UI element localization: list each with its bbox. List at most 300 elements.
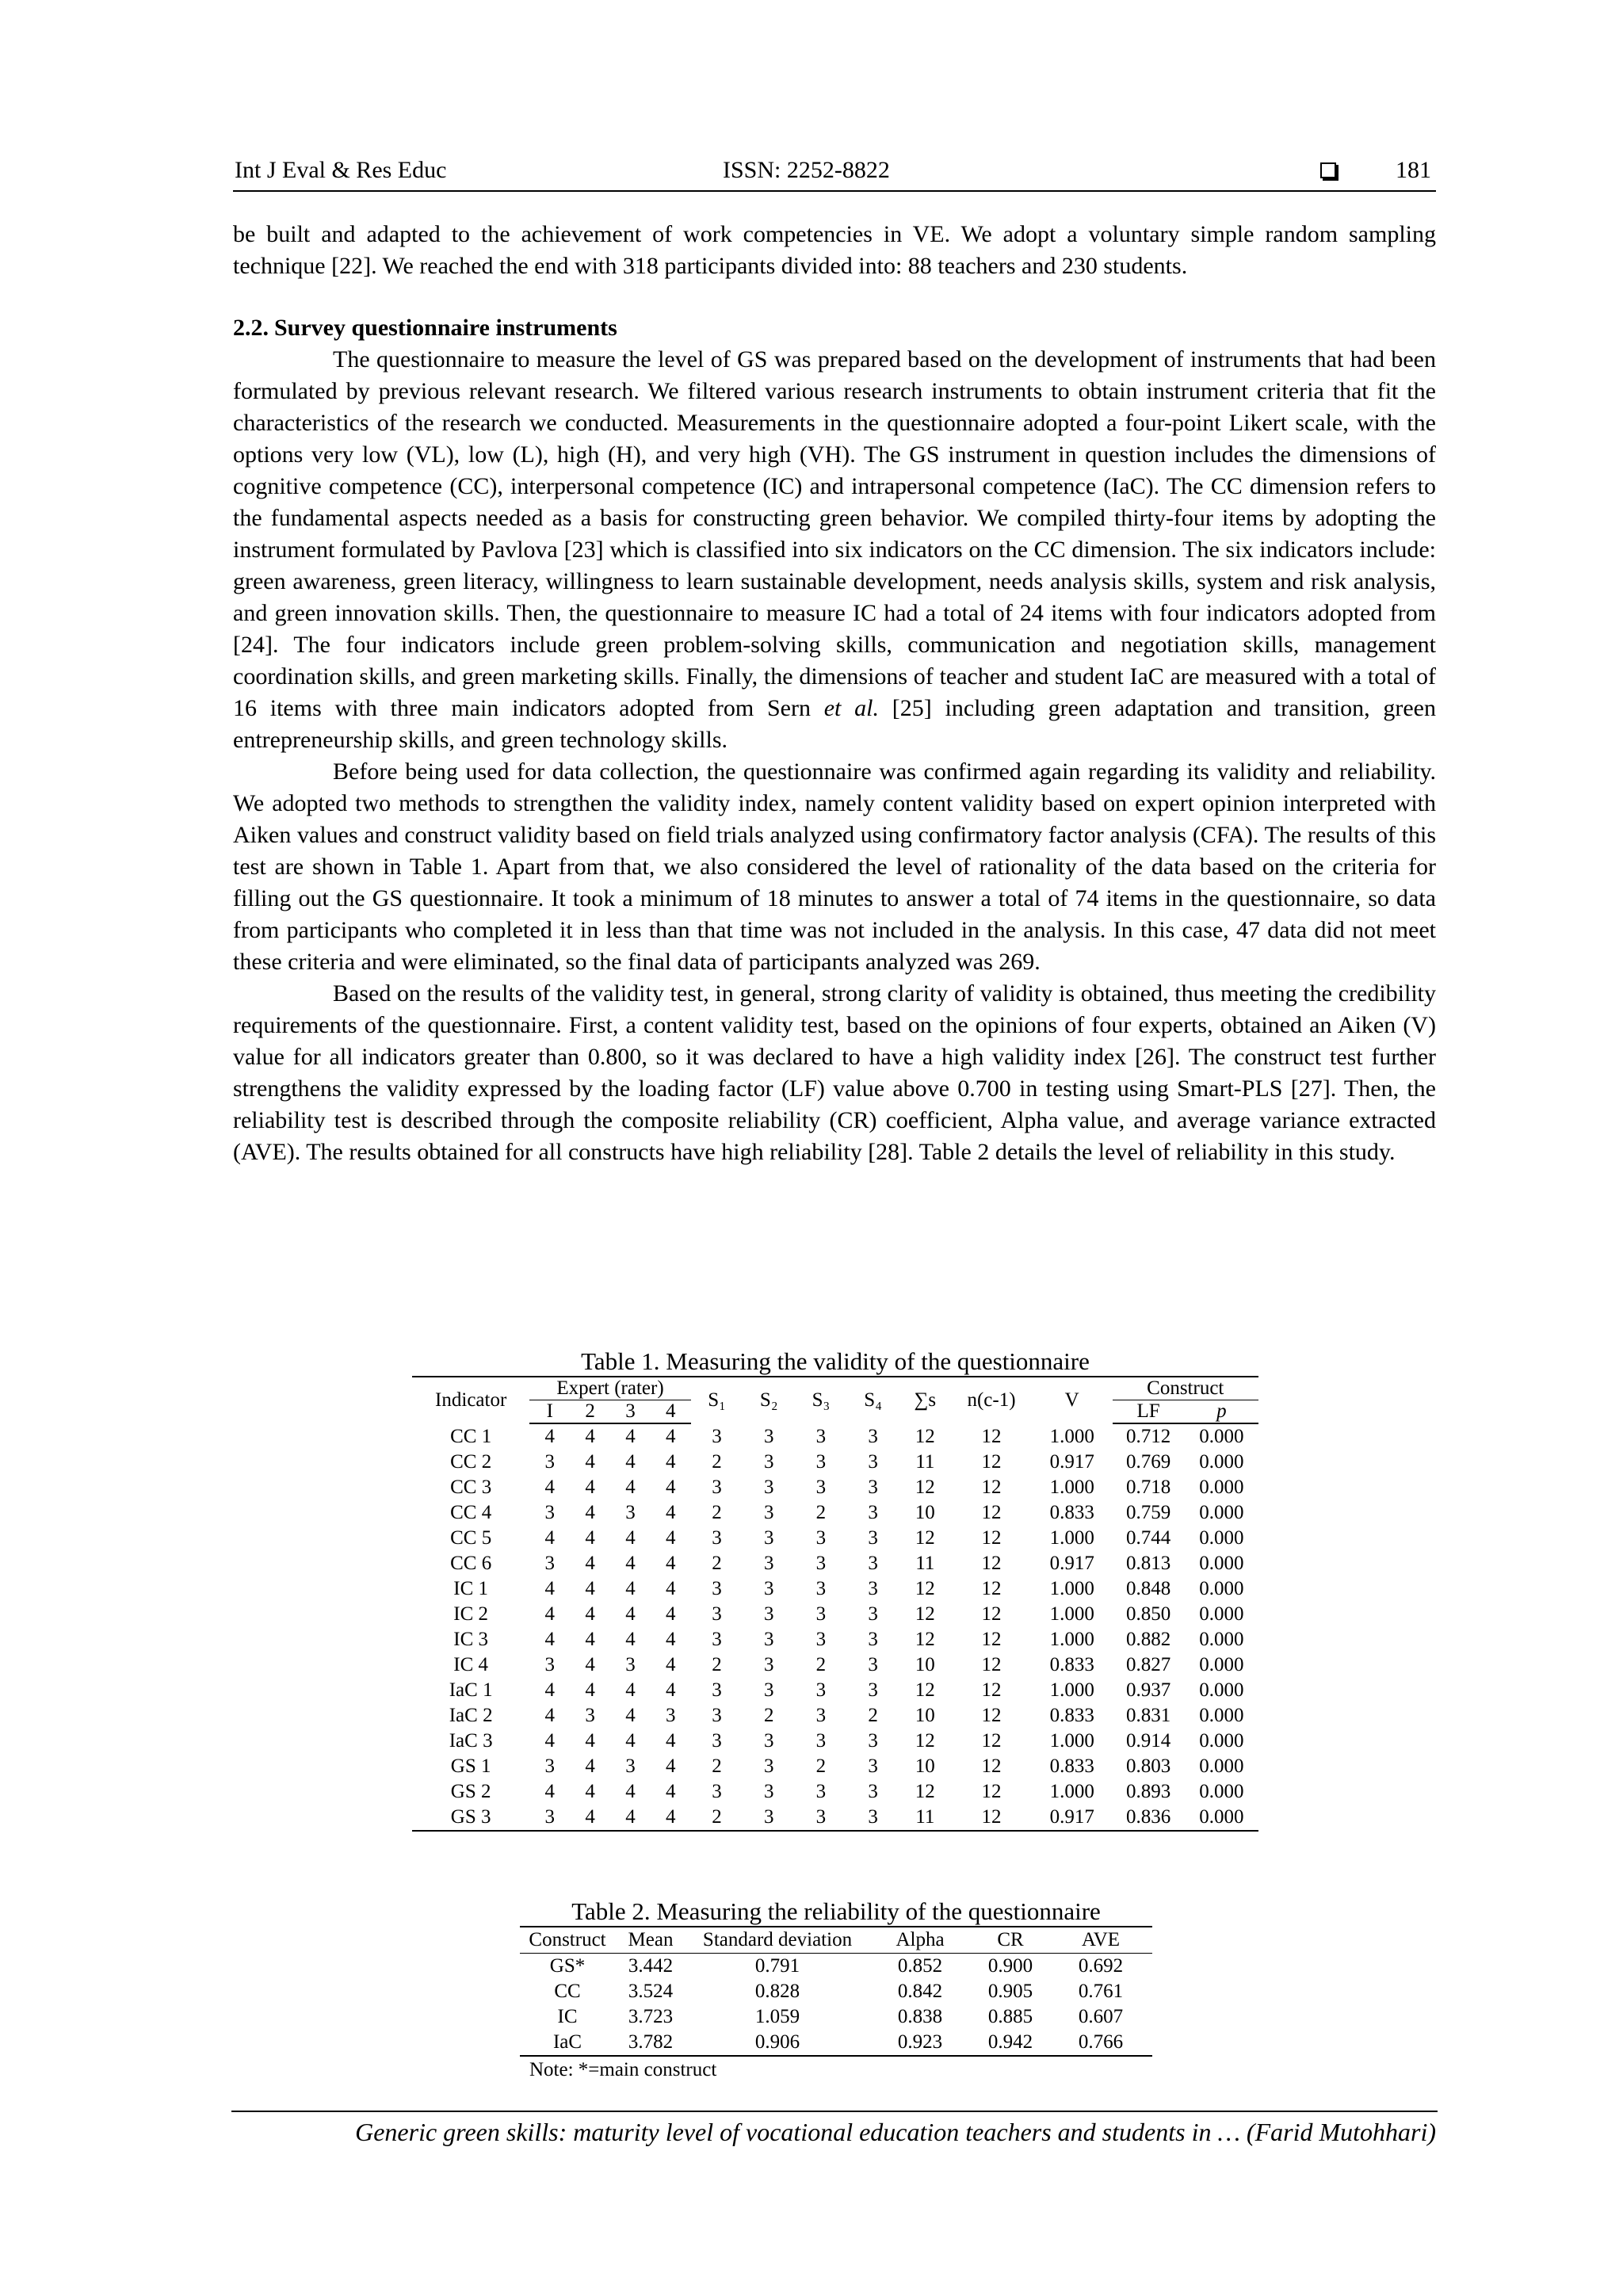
table-cell: 4	[666, 1527, 676, 1549]
paragraph-2-text-a: The questionnaire to measure the level of GS was prepared based on the development of instruments that had been formulated by previous relevant research. We filtered various research instruments to obtain instrument criteria that fit the characteristics of the research we conducted. Measurements in the questionnaire adopted a four-point Likert scale, with the options very low (VL), low (L), high (H), and very high (VH). The GS instrument in question includes the dimensions of cognitive competence (CC), interpersonal competence (IC) and intrapersonal competence (IaC). The CC dimension refers to the fundamental aspects needed as a basis for constructing green behavior. We compiled thirty-four items by adopting the instrument formulated by Pavlova [23] which is classified into six indicators on the CC dimension. The six indicators include: green awareness, green literacy, willingness to learn sustainable development, needs analysis skills, system and risk analysis, and green innovation skills. Then, the questionnaire to measure IC had a total of 24 items with four indicators adopted from [24]. The four indicators include green problem-solving skills, communication and negotiation skills, management coordination skills, and green marketing skills. Finally, the dimensions of teacher and student IaC are measured with a total of 16 items with three main indicators adopted from Sern	[233, 346, 1436, 721]
table-cell: 4	[585, 1654, 595, 1675]
table-cell: 0.833	[1049, 1502, 1094, 1523]
table-cell: 3	[712, 1705, 722, 1726]
table-cell: 4	[666, 1755, 676, 1777]
table-cell: 4	[585, 1679, 595, 1701]
table-cell: 4	[625, 1426, 636, 1447]
table-cell: 12	[915, 1425, 935, 1447]
table-cell: 0.769	[1125, 1451, 1171, 1473]
table-cell: 3	[815, 1553, 827, 1574]
table-cell: 3	[712, 1730, 722, 1752]
col-construct: Construct	[1113, 1377, 1258, 1400]
table-cell: 4	[625, 1527, 636, 1549]
table-cell: 0.000	[1199, 1426, 1244, 1447]
col-s4: S₄	[847, 1377, 899, 1423]
table-cell: 3	[763, 1527, 774, 1549]
table-cell: CC 5	[450, 1527, 492, 1549]
table-cell: 3	[868, 1553, 878, 1574]
table-cell: 3	[763, 1451, 774, 1473]
table-cell: 3	[815, 1781, 827, 1802]
table-cell: 3	[763, 1679, 774, 1701]
header-rule	[233, 190, 1436, 192]
table-cell: 4	[544, 1603, 555, 1625]
table-row	[412, 1475, 1258, 1500]
table-cell: 4	[666, 1730, 676, 1752]
table-row	[412, 1779, 1258, 1805]
col-p-label: p	[1216, 1400, 1227, 1422]
col-construct: Construct	[520, 1927, 615, 1954]
table-cell: 4	[666, 1477, 676, 1498]
table-cell: 0.000	[1199, 1654, 1244, 1675]
validity-table	[412, 1376, 1258, 1832]
table-cell: 3	[712, 1477, 722, 1498]
table-cell: 3	[763, 1603, 774, 1625]
table-cell: 0.882	[1125, 1629, 1171, 1650]
table-cell: 3.723	[628, 2006, 674, 2027]
table-cell: 3	[815, 1451, 827, 1473]
table-cell: 12	[981, 1730, 1002, 1752]
col-indicator: Indicator	[412, 1377, 529, 1423]
col-rater-3: 3	[610, 1400, 651, 1424]
table-cell: 2	[868, 1705, 878, 1726]
table-cell: 3	[868, 1629, 878, 1650]
table-cell: 0.900	[987, 1955, 1033, 1977]
table-row	[412, 1423, 1258, 1450]
table-cell: 3	[712, 1425, 722, 1447]
table-cell: 3	[815, 1679, 827, 1701]
table-cell: 1.000	[1049, 1578, 1094, 1599]
table-cell: 3	[815, 1705, 827, 1726]
table-row	[412, 1551, 1258, 1576]
table-cell: CC 2	[450, 1451, 492, 1473]
table-1-block	[412, 1347, 1258, 1832]
table-cell: 3	[868, 1527, 878, 1549]
table-cell: 12	[951, 1805, 1032, 1831]
table-cell: 1.000	[1049, 1527, 1094, 1549]
table-cell: 1.059	[754, 2006, 800, 2027]
table-cell: 4	[585, 1781, 595, 1802]
table-cell: 4	[544, 1477, 555, 1498]
table-cell: 4	[625, 1679, 636, 1701]
table-cell: GS 3	[412, 1805, 529, 1831]
table-cell: 3	[868, 1730, 878, 1752]
table-cell: 3	[544, 1654, 555, 1675]
table-cell: 2	[691, 1805, 743, 1831]
table-cell: 1.000	[1049, 1603, 1094, 1625]
table-cell: 3	[544, 1502, 555, 1523]
table-cell: 2	[712, 1502, 722, 1523]
table-cell: 4	[625, 1705, 636, 1726]
col-s3: S₃	[795, 1377, 847, 1423]
table-cell: CC	[554, 1981, 581, 2002]
table-cell: 4	[544, 1679, 555, 1701]
paragraph-2	[233, 344, 1436, 756]
table-cell: 4	[544, 1730, 555, 1752]
table-cell: 0.803	[1125, 1755, 1171, 1777]
table-cell: 2	[815, 1755, 827, 1777]
table-cell: 3.524	[628, 1981, 674, 2002]
table-cell: 4	[666, 1679, 676, 1701]
table-cell: 4	[610, 1805, 651, 1831]
square-bullet-icon	[1320, 162, 1336, 178]
table-row	[520, 1979, 1152, 2004]
paragraph-2-text-b: [25] including green adaptation and transition, green entrepreneurship skills, and green technology skills.	[233, 695, 1436, 753]
table-cell: 3	[666, 1705, 676, 1726]
table-cell: 0.000	[1199, 1755, 1244, 1777]
table-cell: 4	[585, 1426, 595, 1447]
table-cell: 0.000	[1199, 1679, 1244, 1701]
table-cell: 11	[899, 1805, 951, 1831]
table-cell: 3	[763, 1502, 774, 1523]
table-cell: 3	[763, 1730, 774, 1752]
table-cell: 3	[712, 1527, 722, 1549]
table-cell: IC 2	[453, 1603, 489, 1625]
table-cell: 0.850	[1125, 1603, 1171, 1625]
table-cell: 3	[795, 1805, 847, 1831]
table-cell: 0.914	[1125, 1730, 1171, 1752]
table-cell: 4	[666, 1654, 676, 1675]
table-cell: 3.782	[615, 2030, 686, 2056]
table-cell: 3.442	[628, 1955, 674, 1977]
table-cell: CC 1	[450, 1425, 492, 1447]
table-cell: 0.692	[1078, 1955, 1124, 1977]
table-cell: 0.759	[1125, 1502, 1171, 1523]
table-cell: 4	[544, 1629, 555, 1650]
table-cell: IC 3	[453, 1629, 489, 1650]
col-sum-s: ∑s	[899, 1377, 951, 1423]
table-cell: 2	[712, 1755, 722, 1777]
table-cell: 2	[712, 1553, 722, 1574]
table-cell: 3	[763, 1755, 774, 1777]
table-1-caption: Table 1. Measuring the validity of the questionnaire	[581, 1347, 1090, 1375]
table-cell: 12	[981, 1654, 1002, 1675]
table-cell: 0.000	[1199, 1629, 1244, 1650]
table-row	[412, 1729, 1258, 1754]
table-cell: 3	[815, 1629, 827, 1650]
table-cell: 12	[915, 1629, 935, 1650]
table-cell: 0.836	[1113, 1805, 1185, 1831]
table-cell: CC 3	[450, 1477, 492, 1498]
section-heading	[233, 312, 1436, 344]
table-cell: 0.718	[1125, 1477, 1171, 1498]
table-cell: CC 6	[450, 1553, 492, 1574]
table-cell: 4	[666, 1502, 676, 1523]
col-expert-rater: Expert (rater)	[529, 1377, 690, 1400]
table-cell: 12	[981, 1451, 1002, 1473]
table-2-note: Note: *=main construct	[529, 2059, 717, 2080]
table-2-block	[520, 1897, 1152, 2084]
table-cell: 4	[666, 1603, 676, 1625]
table-cell: 4	[585, 1553, 595, 1574]
table-cell: 0.917	[1032, 1805, 1113, 1831]
table-cell: 3	[868, 1603, 878, 1625]
table-cell: 0.000	[1199, 1451, 1244, 1473]
reliability-table	[520, 1926, 1152, 2057]
table-cell: 0.000	[1199, 1730, 1244, 1752]
section-title: Survey questionnaire instruments	[274, 315, 617, 341]
table-cell: 4	[666, 1781, 676, 1802]
table-cell: 0.791	[754, 1955, 800, 1977]
col-rater-4: 4	[651, 1400, 691, 1424]
table-cell: CC 4	[450, 1502, 492, 1523]
table-cell: 4	[651, 1805, 691, 1831]
table-cell: 0.838	[897, 2006, 943, 2027]
table-row	[412, 1576, 1258, 1602]
table-cell: IaC 1	[449, 1679, 493, 1701]
col-standard-deviation: Standard deviation	[686, 1927, 869, 1954]
table-cell: 0.842	[897, 1981, 943, 2002]
table-cell: 0.923	[869, 2030, 972, 2056]
table-cell: 4	[625, 1603, 636, 1625]
table-cell: 4	[585, 1527, 595, 1549]
table-cell: 2	[712, 1654, 722, 1675]
table-cell: 12	[915, 1603, 935, 1625]
table-row	[412, 1500, 1258, 1526]
body-text	[233, 219, 1436, 1168]
table-cell: 4	[585, 1477, 595, 1498]
table-cell: 3	[868, 1781, 878, 1802]
table-cell: 3	[763, 1553, 774, 1574]
table-cell: 4	[666, 1426, 676, 1447]
table-cell: 3	[544, 1553, 555, 1574]
table-cell: 4	[625, 1730, 636, 1752]
table-cell: 3	[712, 1629, 722, 1650]
table-cell: 12	[981, 1603, 1002, 1625]
table-cell: 4	[666, 1553, 676, 1574]
table-cell: 12	[915, 1730, 935, 1752]
table-cell: 3	[815, 1603, 827, 1625]
table-cell: 3	[544, 1451, 555, 1473]
table-cell: 3	[625, 1654, 636, 1675]
table-cell: 0.000	[1199, 1603, 1244, 1625]
col-s1: S₁	[691, 1377, 743, 1423]
col-p	[1185, 1400, 1258, 1424]
col-alpha: Alpha	[869, 1927, 972, 1954]
table-cell: 4	[570, 1805, 610, 1831]
paragraph-3: Before being used for data collection, the questionnaire was confirmed again regarding its validity and reliability. We adopted two methods to strengthen the validity index, namely content validity based on expert opinion interpreted with Aiken values and construct validity based on field trials analyzed using confirmatory factor analysis (CFA). The results of this test are shown in Table 1. Apart from that, we also considered the level of rationality of the data based on the criteria for filling out the GS questionnaire. It took a minimum of 18 minutes to answer a total of 74 items in the questionnaire, so data from participants who completed it in less than that time was not included in the analysis. In this case, 47 data did not meet these criteria and were eliminated, so the final data of participants analyzed was 269.	[233, 758, 1436, 975]
table-cell: GS 1	[450, 1755, 491, 1777]
et-al: et al.	[823, 695, 879, 721]
table-cell: 0.906	[686, 2030, 869, 2056]
validity-table-body	[412, 1423, 1258, 1831]
table-cell: 0.000	[1199, 1477, 1244, 1498]
table-cell: 3	[815, 1527, 827, 1549]
table-cell: 0.827	[1125, 1654, 1171, 1675]
table-cell: 4	[585, 1502, 595, 1523]
table-cell: 0.000	[1199, 1502, 1244, 1523]
table-cell: 0.905	[987, 1981, 1033, 2002]
table-cell: 3	[529, 1805, 570, 1831]
table-cell: 12	[981, 1425, 1002, 1447]
col-mean: Mean	[615, 1927, 686, 1954]
table-cell: 0.831	[1125, 1705, 1171, 1726]
table-cell: 4	[585, 1755, 595, 1777]
table-cell: 3	[625, 1502, 636, 1523]
col-rater-2: 2	[570, 1400, 610, 1424]
table-cell: 0.917	[1049, 1451, 1094, 1473]
table-cell: 3	[868, 1755, 878, 1777]
table-cell: 3	[815, 1425, 827, 1447]
table-cell: 3	[763, 1781, 774, 1802]
table-row	[412, 1627, 1258, 1652]
table-cell: 11	[915, 1553, 935, 1574]
table-cell: 10	[915, 1755, 935, 1777]
page-number: 181	[1396, 157, 1431, 183]
table-cell: IC 4	[453, 1654, 489, 1675]
table-cell: 3	[868, 1425, 878, 1447]
col-v: V	[1032, 1377, 1113, 1423]
table-cell: 4	[544, 1781, 555, 1802]
table-cell: 1.000	[1049, 1781, 1094, 1802]
table-cell: 0.828	[754, 1981, 800, 2002]
table-cell: 0.937	[1125, 1679, 1171, 1701]
table-row	[412, 1703, 1258, 1729]
table-cell: 3	[763, 1425, 774, 1447]
table-row	[412, 1526, 1258, 1551]
table-cell: 1.000	[1049, 1730, 1094, 1752]
table-cell: 0.833	[1049, 1654, 1094, 1675]
table-cell: 12	[915, 1527, 935, 1549]
table-cell: 3	[815, 1477, 827, 1498]
table-cell: 0.848	[1125, 1578, 1171, 1599]
table-cell: 12	[981, 1705, 1002, 1726]
table-cell: 1.000	[1049, 1629, 1094, 1650]
table-cell: 0.000	[1199, 1781, 1244, 1802]
table-cell: 3	[868, 1578, 878, 1599]
table-cell: 12	[981, 1629, 1002, 1650]
table-cell: 3	[847, 1805, 899, 1831]
table-cell: 10	[915, 1654, 935, 1675]
table-cell: 3	[763, 1477, 774, 1498]
table-cell: 0.000	[1199, 1527, 1244, 1549]
table-cell: 3	[712, 1679, 722, 1701]
table-cell: 3	[763, 1578, 774, 1599]
table-cell: 0.712	[1125, 1426, 1171, 1447]
table-cell: 1.000	[1049, 1425, 1094, 1447]
table-cell: 3	[868, 1679, 878, 1701]
table-cell: 3	[868, 1502, 878, 1523]
table-cell: 0.000	[1199, 1578, 1244, 1599]
table-cell: 10	[915, 1502, 935, 1523]
journal-name: Int J Eval & Res Educ	[235, 157, 447, 183]
running-footer: Generic green skills: maturity level of vocational education teachers and students in … (Farid Mutohhari)	[355, 2118, 1436, 2146]
table-row	[412, 1678, 1258, 1703]
col-lf: LF	[1113, 1400, 1185, 1424]
table-cell: 12	[915, 1679, 935, 1701]
table-cell: IaC 3	[449, 1730, 493, 1752]
table-row	[520, 2030, 1152, 2056]
table-row	[520, 1954, 1152, 1980]
table-cell: 2	[712, 1451, 722, 1473]
table-cell: 3	[868, 1477, 878, 1498]
table-cell: 2	[763, 1705, 774, 1726]
table-cell: GS*	[549, 1955, 586, 1977]
table-cell: 0.813	[1125, 1553, 1171, 1574]
table-row	[412, 1602, 1258, 1627]
table-cell: 0.852	[897, 1955, 943, 1977]
table-cell: 4	[625, 1477, 636, 1498]
table-cell: 0.942	[972, 2030, 1049, 2056]
table-2-caption: Table 2. Measuring the reliability of the questionnaire	[571, 1897, 1101, 1925]
table-cell: 4	[585, 1730, 595, 1752]
table-cell: 3	[743, 1805, 795, 1831]
table-cell: 12	[981, 1755, 1002, 1777]
table-cell: 12	[981, 1578, 1002, 1599]
table-row	[412, 1754, 1258, 1779]
table-cell: 12	[981, 1679, 1002, 1701]
table-cell: 3	[868, 1654, 878, 1675]
col-s2: S₂	[743, 1377, 795, 1423]
table-cell: IC	[557, 2006, 578, 2027]
table-cell: 4	[544, 1527, 555, 1549]
table-cell: 4	[585, 1451, 595, 1473]
table-row	[412, 1652, 1258, 1678]
table-cell: 12	[981, 1477, 1002, 1498]
table-cell: 3	[585, 1705, 595, 1726]
table-cell: 4	[585, 1629, 595, 1650]
table-cell: GS 2	[450, 1781, 491, 1802]
table-cell: 0.893	[1125, 1781, 1171, 1802]
table-cell: 12	[915, 1781, 935, 1802]
table-cell: 4	[625, 1629, 636, 1650]
table-cell: 0.885	[987, 2006, 1033, 2027]
table-cell: 4	[666, 1578, 676, 1599]
table-cell: 4	[585, 1603, 595, 1625]
table-cell: 0.766	[1049, 2030, 1152, 2056]
table-cell: 1.000	[1049, 1679, 1094, 1701]
table-cell: 4	[666, 1451, 676, 1473]
section-number: 2.2.	[233, 315, 269, 341]
table-cell: 4	[544, 1578, 555, 1599]
table-cell: 3	[712, 1781, 722, 1802]
table-cell: 4	[666, 1629, 676, 1650]
table-cell: IaC 2	[449, 1705, 493, 1726]
table-cell: 3	[712, 1578, 722, 1599]
table-cell: 4	[625, 1553, 636, 1574]
table-cell: 1.000	[1049, 1477, 1094, 1498]
paragraph-4: Based on the results of the validity test, in general, strong clarity of validity is obtained, thus meeting the credibility requirements of the questionnaire. First, a content validity test, based on the opinions of four experts, obtained an Aiken (V) value for all indicators greater than 0.800, so it was declared to have a high validity index [26]. The construct test further strengthens the validity expressed by the loading factor (LF) value above 0.700 in testing using Smart-PLS [27]. Then, the reliability test is described through the composite reliability (CR) coefficient, Alpha value, and average variance extracted (AVE). The results obtained for all constructs have high reliability [28]. Table 2 details the level of reliability in this study.	[233, 980, 1436, 1165]
table-cell: 3	[763, 1654, 774, 1675]
table-cell: 0.000	[1199, 1705, 1244, 1726]
table-cell: 0.833	[1049, 1755, 1094, 1777]
table-row	[412, 1805, 1258, 1831]
table-cell: 0.833	[1049, 1705, 1094, 1726]
table-cell: 3	[544, 1755, 555, 1777]
table-cell: 2	[815, 1502, 827, 1523]
table-cell: 12	[981, 1553, 1002, 1574]
running-header	[233, 155, 1436, 193]
table-cell: 4	[625, 1781, 636, 1802]
table-cell: 12	[915, 1578, 935, 1599]
table-cell: 3	[815, 1730, 827, 1752]
table-row	[520, 2004, 1152, 2030]
paragraph-1: be built and adapted to the achievement of work competencies in VE. We adopt a voluntary simple random sampling technique [22]. We reached the end with 318 participants divided into: 88 teachers and 230 students.	[233, 221, 1436, 279]
col-n-c-1: n(c-1)	[951, 1377, 1032, 1423]
table-cell: 3	[625, 1755, 636, 1777]
issn: ISSN: 2252-8822	[723, 157, 890, 183]
table-cell: 3	[868, 1451, 878, 1473]
table-cell: 0.000	[1199, 1553, 1244, 1574]
table-cell: IaC	[520, 2030, 615, 2056]
table-cell: 12	[915, 1477, 935, 1498]
table-cell: 4	[625, 1451, 636, 1473]
table-cell: 3	[763, 1629, 774, 1650]
table-cell: 12	[981, 1527, 1002, 1549]
table-cell: 11	[915, 1451, 935, 1473]
table-row	[412, 1450, 1258, 1475]
footer-rule	[231, 2111, 1438, 2112]
table-cell: 12	[981, 1502, 1002, 1523]
